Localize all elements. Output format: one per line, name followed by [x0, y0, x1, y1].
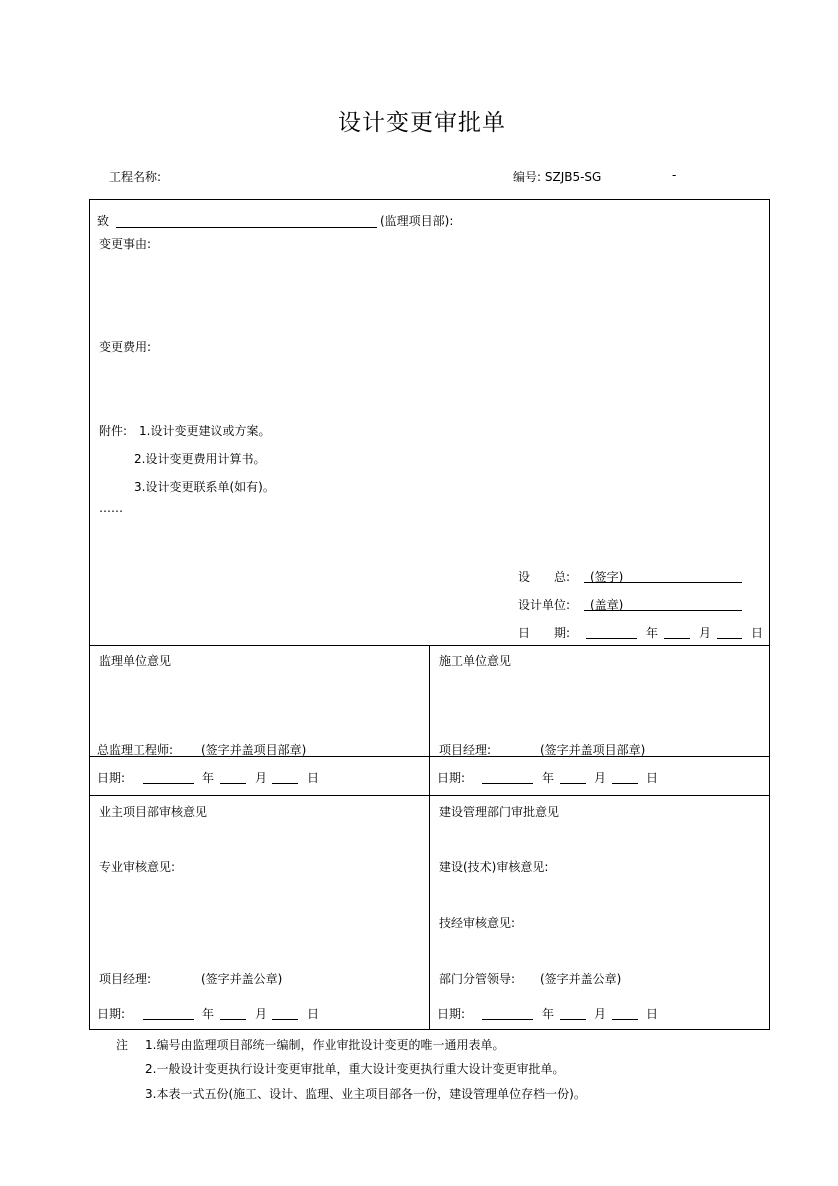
dept-leader-note: (签字并盖公章): [540, 972, 622, 986]
year-input-line[interactable]: [586, 638, 637, 639]
month-input-line[interactable]: [664, 638, 690, 639]
month-input-line[interactable]: [220, 783, 246, 784]
day-input-line[interactable]: [612, 783, 638, 784]
management-date-label: 日期:: [437, 1007, 466, 1021]
signature-divider: [89, 756, 770, 757]
supervision-date-label: 日期:: [97, 771, 126, 785]
change-cost-label: 变更费用:: [99, 340, 152, 354]
day-label: 日: [307, 1007, 320, 1021]
professional-review-label: 专业审核意见:: [99, 860, 176, 874]
month-label: 月: [699, 626, 712, 640]
construction-heading: 施工单位意见: [439, 654, 512, 668]
management-heading: 建设管理部门审批意见: [439, 805, 560, 819]
project-manager-label: 项目经理:: [439, 743, 492, 757]
owner-manager-note: (签字并盖公章): [201, 972, 283, 986]
notes-label: 注: [116, 1038, 129, 1052]
year-input-line[interactable]: [143, 783, 194, 784]
year-label: 年: [202, 771, 215, 785]
month-label: 月: [594, 1007, 607, 1021]
chief-supervisor-note: (签字并盖项目部章): [201, 743, 307, 757]
year-input-line[interactable]: [143, 1019, 194, 1020]
page-title: 设计变更审批单: [338, 110, 506, 136]
ellipsis: ……: [99, 501, 123, 515]
change-reason-label: 变更事由:: [99, 237, 152, 251]
year-input-line[interactable]: [482, 1019, 533, 1020]
divider-line: [429, 645, 430, 1030]
day-input-line[interactable]: [612, 1019, 638, 1020]
owner-heading: 业主项目部审核意见: [99, 805, 208, 819]
year-label: 年: [542, 771, 555, 785]
attachment-item: 3.设计变更联系单(如有)。: [134, 480, 275, 494]
supervision-dept-label: (监理项目部):: [380, 214, 454, 228]
construction-date-label: 日期:: [437, 771, 466, 785]
design-unit-line[interactable]: [584, 610, 742, 611]
year-input-line[interactable]: [482, 783, 533, 784]
month-label: 月: [594, 771, 607, 785]
note-item: 3.本表一式五份(施工、设计、监理、业主项目部各一份，建设管理单位存档一份)。: [145, 1087, 586, 1101]
chief-supervisor-label: 总监理工程师:: [97, 743, 174, 757]
month-label: 月: [255, 1007, 268, 1021]
designer-label: 设 总:: [518, 570, 571, 584]
form-number-dash: -: [672, 168, 677, 182]
day-input-line[interactable]: [717, 638, 742, 639]
tech-review-label: 建设(技术)审核意见:: [439, 860, 549, 874]
day-input-line[interactable]: [272, 783, 298, 784]
note-item: 2.一般设计变更执行设计变更审批单，重大设计变更执行重大设计变更审批单。: [145, 1062, 565, 1076]
supervision-heading: 监理单位意见: [99, 654, 172, 668]
design-unit-label: 设计单位:: [518, 598, 571, 612]
designer-sign-note: (签字): [590, 570, 624, 584]
attachment-item: 2.设计变更费用计算书。: [134, 452, 266, 466]
month-input-line[interactable]: [220, 1019, 246, 1020]
month-label: 月: [255, 771, 268, 785]
year-label: 年: [542, 1007, 555, 1021]
year-label: 年: [646, 626, 659, 640]
day-label: 日: [307, 771, 320, 785]
day-label: 日: [751, 626, 764, 640]
month-input-line[interactable]: [560, 783, 586, 784]
project-name-label: 工程名称:: [109, 170, 162, 184]
designer-sign-line[interactable]: [584, 582, 742, 583]
attachments-label: 附件:: [99, 424, 128, 438]
design-unit-stamp-note: (盖章): [590, 598, 624, 612]
note-item: 1.编号由监理项目部统一编制，作业审批设计变更的唯一通用表单。: [145, 1038, 505, 1052]
to-label: 致: [97, 214, 110, 228]
dept-leader-label: 部门分管领导:: [439, 972, 516, 986]
day-label: 日: [646, 771, 659, 785]
attachment-item: 1.设计变更建议或方案。: [139, 424, 271, 438]
day-label: 日: [646, 1007, 659, 1021]
day-input-line[interactable]: [272, 1019, 298, 1020]
month-input-line[interactable]: [560, 1019, 586, 1020]
owner-manager-label: 项目经理:: [99, 972, 152, 986]
owner-date-label: 日期:: [97, 1007, 126, 1021]
form-number-label: 编号: SZJB5-SG: [513, 170, 602, 184]
design-date-label: 日 期:: [518, 626, 571, 640]
project-manager-note: (签字并盖项目部章): [540, 743, 646, 757]
econ-review-label: 技经审核意见:: [439, 916, 516, 930]
year-label: 年: [202, 1007, 215, 1021]
recipient-input-line[interactable]: [116, 227, 377, 228]
